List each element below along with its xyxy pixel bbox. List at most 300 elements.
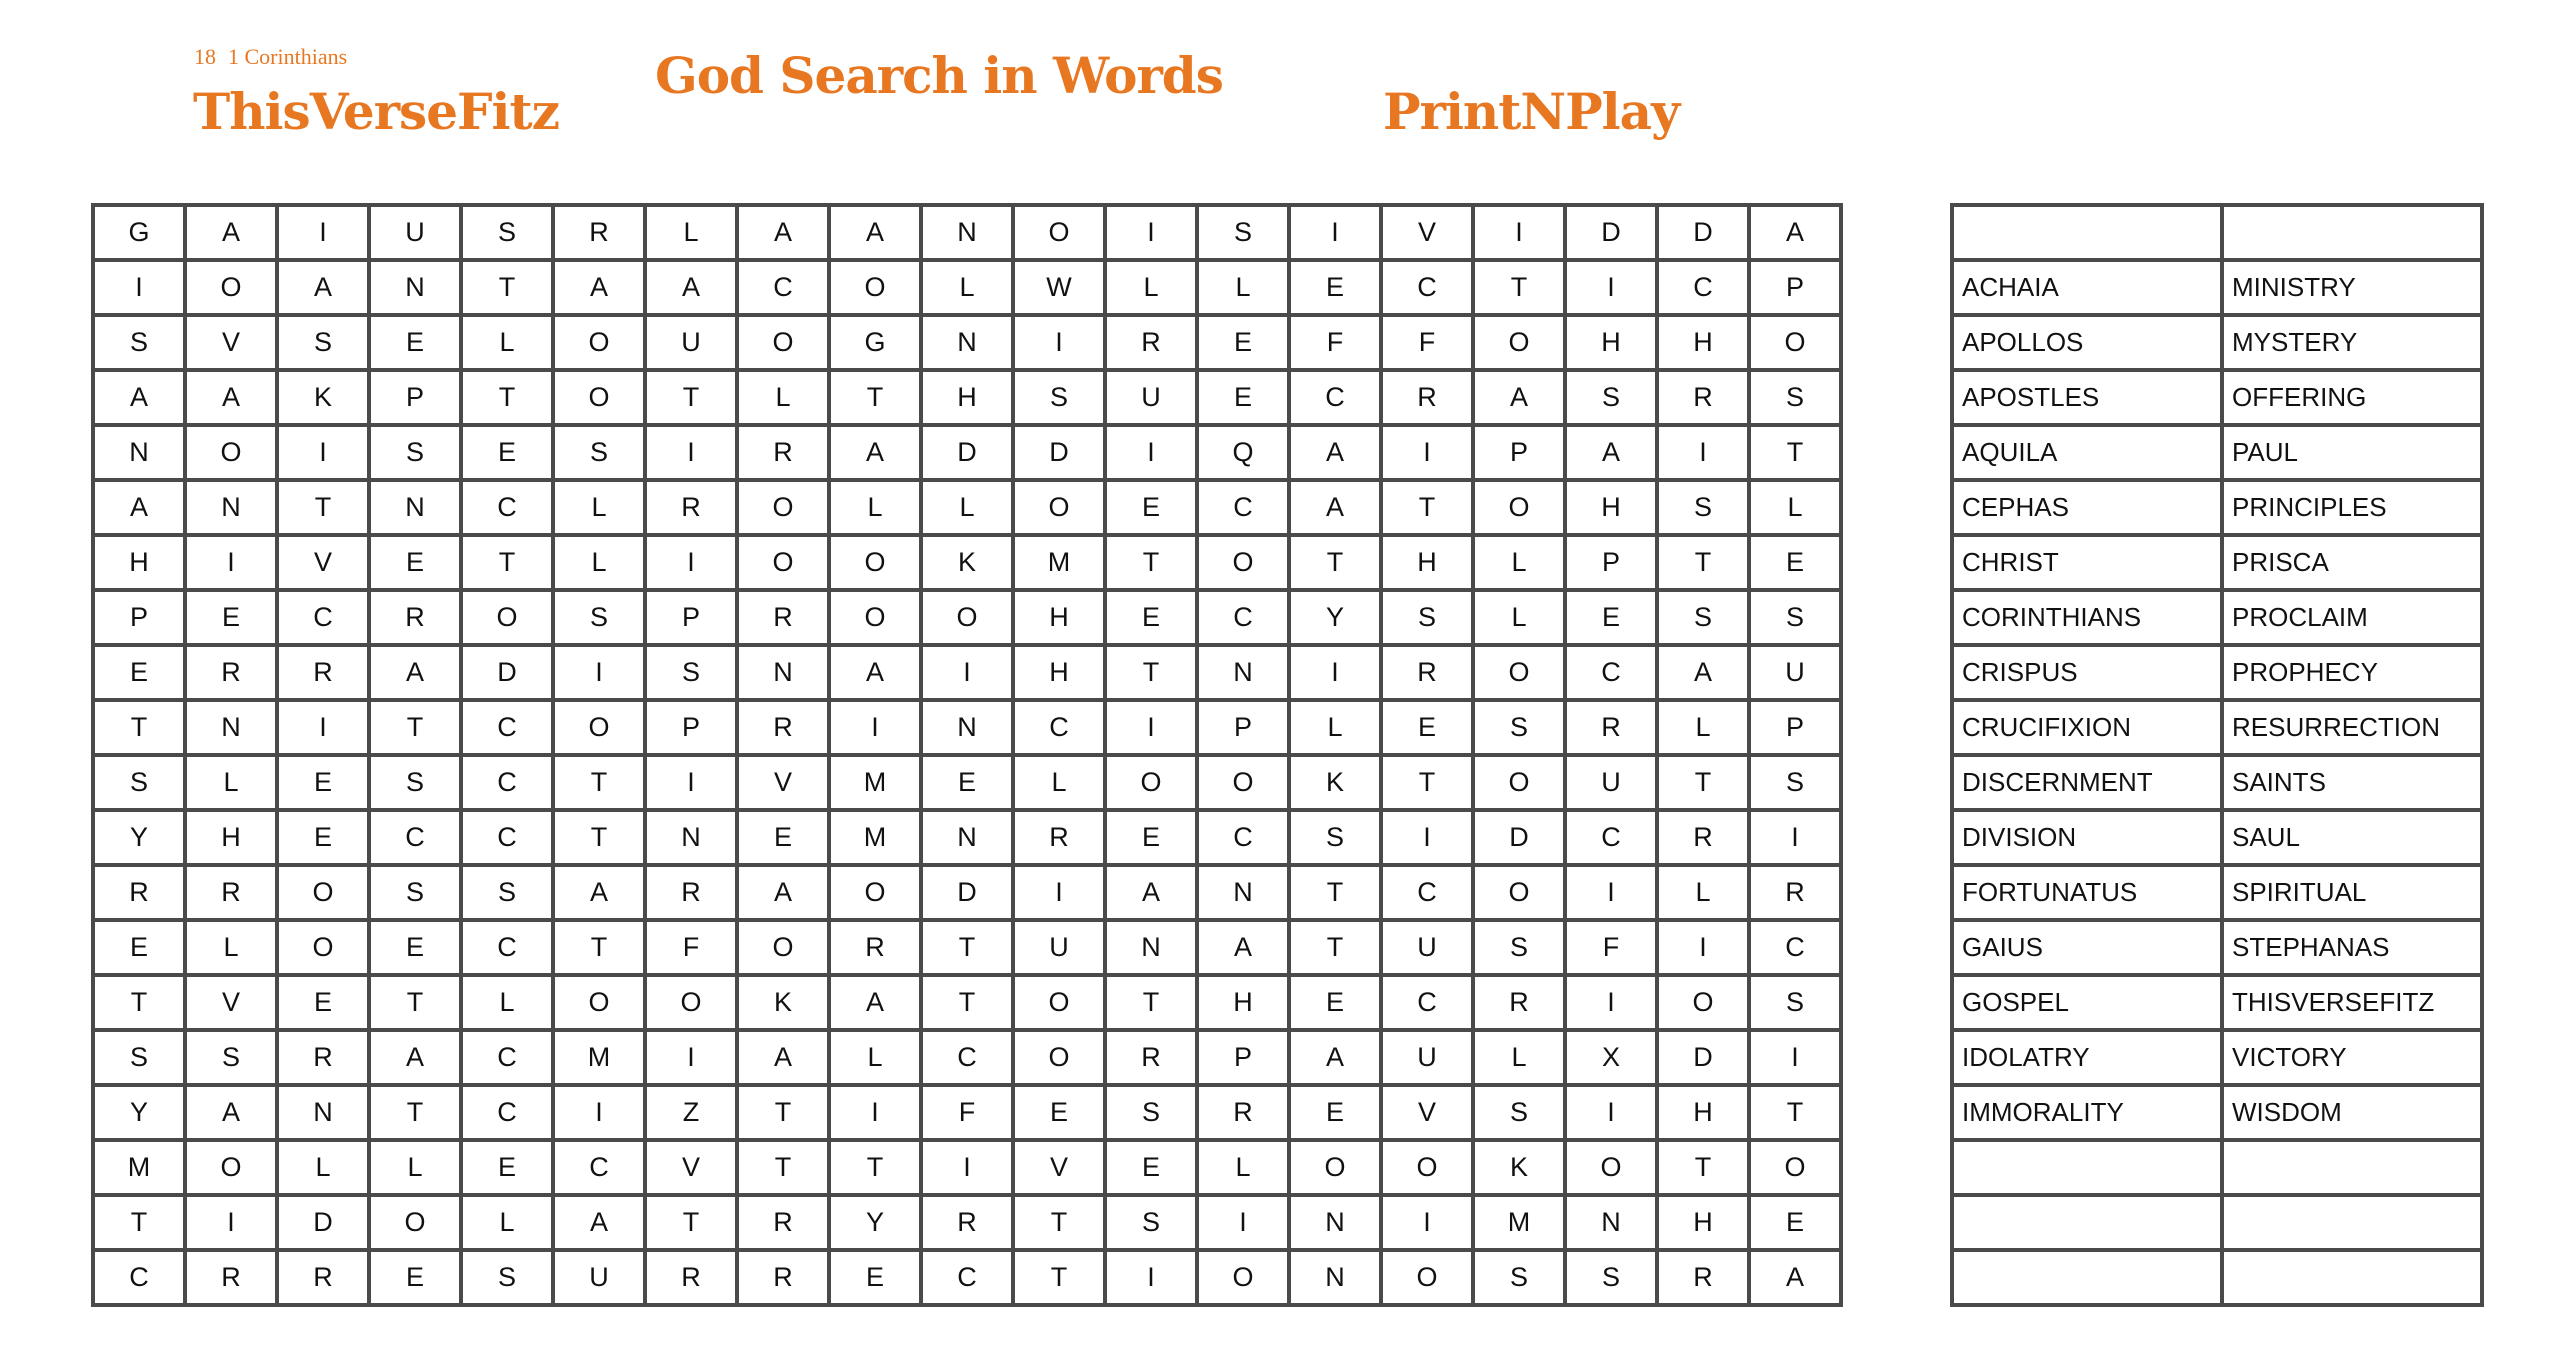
grid-cell: D (461, 645, 553, 700)
grid-cell: Y (93, 1085, 185, 1140)
grid-cell: O (1381, 1250, 1473, 1305)
grid-cell: M (1013, 535, 1105, 590)
grid-cell: A (553, 865, 645, 920)
grid-cell: E (1749, 1195, 1841, 1250)
grid-cell: S (369, 755, 461, 810)
grid-cell: L (737, 370, 829, 425)
grid-cell: A (1289, 1030, 1381, 1085)
grid-cell: E (1381, 700, 1473, 755)
grid-cell: I (645, 755, 737, 810)
grid-cell: O (553, 975, 645, 1030)
grid-cell: S (1289, 810, 1381, 865)
grid-cell: L (921, 260, 1013, 315)
grid-cell: L (1473, 535, 1565, 590)
grid-cell: S (1565, 370, 1657, 425)
grid-cell: S (461, 1250, 553, 1305)
grid-cell: T (1013, 1195, 1105, 1250)
grid-cell: O (461, 590, 553, 645)
grid-cell: R (737, 1195, 829, 1250)
grid-cell: L (461, 315, 553, 370)
grid-row (93, 425, 1841, 480)
grid-cell: A (185, 205, 277, 260)
grid-cell: E (1749, 535, 1841, 590)
grid-cell: C (461, 1030, 553, 1085)
word-list-row (1952, 480, 2482, 535)
grid-cell: R (1105, 315, 1197, 370)
grid-cell: P (645, 590, 737, 645)
grid-cell: V (185, 315, 277, 370)
grid-cell: S (461, 205, 553, 260)
grid-cell: N (921, 810, 1013, 865)
grid-cell: R (553, 205, 645, 260)
grid-cell: S (1473, 1085, 1565, 1140)
grid-cell: N (645, 810, 737, 865)
grid-cell: H (921, 370, 1013, 425)
word-list-item: PRISCA (2222, 535, 2482, 590)
grid-cell: G (829, 315, 921, 370)
grid-row (93, 1085, 1841, 1140)
grid-cell: U (645, 315, 737, 370)
grid-cell: S (1749, 975, 1841, 1030)
grid-cell: N (737, 645, 829, 700)
grid-cell: C (553, 1140, 645, 1195)
word-list-item: ACHAIA (1952, 260, 2222, 315)
grid-cell: T (369, 975, 461, 1030)
grid-cell: N (277, 1085, 369, 1140)
grid-cell: I (1105, 205, 1197, 260)
grid-cell: E (277, 755, 369, 810)
grid-cell: I (645, 535, 737, 590)
grid-cell: E (1289, 1085, 1381, 1140)
grid-cell: O (829, 590, 921, 645)
grid-cell: E (1105, 590, 1197, 645)
grid-cell: S (277, 315, 369, 370)
grid-cell: C (369, 810, 461, 865)
grid-cell: O (1473, 645, 1565, 700)
grid-cell: C (461, 480, 553, 535)
grid-cell: I (1565, 865, 1657, 920)
word-list-item (1952, 1140, 2222, 1195)
grid-cell: R (737, 1250, 829, 1305)
grid-cell: S (1105, 1195, 1197, 1250)
grid-cell: R (369, 590, 461, 645)
grid-cell: L (185, 920, 277, 975)
word-list-item: WISDOM (2222, 1085, 2482, 1140)
grid-cell: H (1657, 1085, 1749, 1140)
grid-cell: O (737, 535, 829, 590)
word-list-item: IDOLATRY (1952, 1030, 2222, 1085)
grid-cell: X (1565, 1030, 1657, 1085)
grid-row (93, 370, 1841, 425)
word-list-item: CORINTHIANS (1952, 590, 2222, 645)
grid-cell: C (1381, 975, 1473, 1030)
grid-cell: E (93, 920, 185, 975)
grid-cell: S (553, 425, 645, 480)
grid-cell: N (1105, 920, 1197, 975)
grid-cell: A (737, 1030, 829, 1085)
word-list-row (1952, 1250, 2482, 1305)
grid-cell: E (369, 315, 461, 370)
grid-cell: V (185, 975, 277, 1030)
grid-cell: A (1565, 425, 1657, 480)
grid-cell: T (369, 1085, 461, 1140)
grid-cell: S (93, 1030, 185, 1085)
grid-cell: O (1473, 755, 1565, 810)
grid-cell: T (1657, 1140, 1749, 1195)
word-list-item: GOSPEL (1952, 975, 2222, 1030)
grid-cell: V (277, 535, 369, 590)
grid-cell: D (277, 1195, 369, 1250)
grid-cell: L (1473, 1030, 1565, 1085)
grid-cell: H (1013, 645, 1105, 700)
word-list-item (2222, 1250, 2482, 1305)
grid-cell: O (553, 370, 645, 425)
grid-cell: D (1013, 425, 1105, 480)
word-list-item: CEPHAS (1952, 480, 2222, 535)
grid-cell: F (1381, 315, 1473, 370)
grid-cell: I (277, 700, 369, 755)
grid-cell: D (1657, 205, 1749, 260)
word-list-item: PROPHECY (2222, 645, 2482, 700)
grid-cell: R (277, 1250, 369, 1305)
grid-cell: O (1197, 535, 1289, 590)
grid-cell: I (1105, 1250, 1197, 1305)
grid-cell: U (553, 1250, 645, 1305)
grid-cell: E (1105, 810, 1197, 865)
page-number: 18 (194, 44, 216, 69)
grid-cell: F (921, 1085, 1013, 1140)
grid-cell: T (1657, 535, 1749, 590)
grid-cell: C (737, 260, 829, 315)
grid-cell: I (93, 260, 185, 315)
grid-cell: S (1749, 590, 1841, 645)
grid-cell: O (185, 260, 277, 315)
word-list-item: GAIUS (1952, 920, 2222, 975)
grid-cell: N (1565, 1195, 1657, 1250)
grid-cell: L (1473, 590, 1565, 645)
grid-cell: O (1013, 480, 1105, 535)
grid-cell: S (1565, 1250, 1657, 1305)
grid-cell: S (1473, 920, 1565, 975)
grid-cell: I (1381, 425, 1473, 480)
grid-cell: C (461, 755, 553, 810)
grid-cell: O (185, 425, 277, 480)
grid-cell: Y (93, 810, 185, 865)
grid-cell: M (93, 1140, 185, 1195)
word-list-row (1952, 1140, 2482, 1195)
grid-cell: T (829, 1140, 921, 1195)
word-list-item (2222, 205, 2482, 260)
grid-cell: Q (1197, 425, 1289, 480)
grid-cell: T (461, 260, 553, 315)
grid-cell: E (1197, 315, 1289, 370)
word-list-item: IMMORALITY (1952, 1085, 2222, 1140)
grid-cell: A (1657, 645, 1749, 700)
grid-cell: N (921, 315, 1013, 370)
grid-row (93, 975, 1841, 1030)
grid-cell: E (1289, 260, 1381, 315)
grid-cell: T (369, 700, 461, 755)
word-list-item: PROCLAIM (2222, 590, 2482, 645)
grid-cell: U (1381, 1030, 1473, 1085)
grid-cell: L (829, 1030, 921, 1085)
grid-cell: N (1197, 865, 1289, 920)
grid-cell: A (737, 865, 829, 920)
grid-cell: A (1197, 920, 1289, 975)
grid-cell: R (1381, 370, 1473, 425)
grid-cell: D (921, 865, 1013, 920)
grid-cell: T (553, 755, 645, 810)
grid-cell: A (1749, 205, 1841, 260)
grid-row (93, 700, 1841, 755)
grid-cell: P (93, 590, 185, 645)
grid-cell: U (1565, 755, 1657, 810)
grid-cell: I (1749, 810, 1841, 865)
word-list-row (1952, 1195, 2482, 1250)
grid-cell: C (461, 810, 553, 865)
grid-cell: T (461, 370, 553, 425)
grid-cell: O (1473, 315, 1565, 370)
grid-cell: R (1657, 370, 1749, 425)
grid-cell: S (1657, 480, 1749, 535)
grid-cell: I (1381, 1195, 1473, 1250)
grid-cell: I (1749, 1030, 1841, 1085)
word-list-item: AQUILA (1952, 425, 2222, 480)
word-list-item: DIVISION (1952, 810, 2222, 865)
grid-cell: R (645, 865, 737, 920)
grid-row (93, 1250, 1841, 1305)
grid-cell: R (829, 920, 921, 975)
grid-cell: A (829, 975, 921, 1030)
word-list-item: SAUL (2222, 810, 2482, 865)
grid-cell: O (921, 590, 1013, 645)
grid-cell: R (1473, 975, 1565, 1030)
grid-cell: O (829, 260, 921, 315)
grid-cell: I (185, 535, 277, 590)
grid-cell: H (1565, 315, 1657, 370)
grid-cell: L (921, 480, 1013, 535)
grid-cell: E (1197, 370, 1289, 425)
grid-cell: O (277, 920, 369, 975)
grid-cell: S (1013, 370, 1105, 425)
grid-cell: C (1197, 590, 1289, 645)
grid-cell: T (1013, 1250, 1105, 1305)
grid-cell: S (645, 645, 737, 700)
grid-cell: T (1289, 920, 1381, 975)
grid-cell: U (1749, 645, 1841, 700)
grid-cell: O (1013, 975, 1105, 1030)
word-list-row (1952, 205, 2482, 260)
grid-cell: E (461, 1140, 553, 1195)
grid-cell: N (185, 700, 277, 755)
word-list-item: FORTUNATUS (1952, 865, 2222, 920)
grid-cell: S (1381, 590, 1473, 645)
grid-cell: R (737, 425, 829, 480)
grid-cell: I (185, 1195, 277, 1250)
grid-cell: P (1565, 535, 1657, 590)
grid-cell: A (369, 645, 461, 700)
grid-cell: T (1473, 260, 1565, 315)
grid-row (93, 755, 1841, 810)
grid-cell: T (461, 535, 553, 590)
grid-cell: E (93, 645, 185, 700)
grid-cell: I (1105, 425, 1197, 480)
grid-cell: N (921, 700, 1013, 755)
grid-cell: T (553, 920, 645, 975)
word-list-item: RESURRECTION (2222, 700, 2482, 755)
word-list-item: OFFERING (2222, 370, 2482, 425)
brand-right: PrintNPlay (1383, 82, 1680, 141)
grid-cell: E (185, 590, 277, 645)
word-list-item: PRINCIPLES (2222, 480, 2482, 535)
grid-cell: R (737, 700, 829, 755)
grid-cell: L (1197, 1140, 1289, 1195)
grid-cell: T (1749, 1085, 1841, 1140)
grid-cell: I (1657, 425, 1749, 480)
grid-cell: R (1381, 645, 1473, 700)
word-list-item: SPIRITUAL (2222, 865, 2482, 920)
grid-cell: O (645, 975, 737, 1030)
grid-cell: I (1565, 260, 1657, 315)
grid-cell: T (645, 370, 737, 425)
grid-cell: S (461, 865, 553, 920)
word-list-row (1952, 425, 2482, 480)
grid-cell: N (921, 205, 1013, 260)
grid-cell: L (553, 480, 645, 535)
grid-cell: C (1565, 645, 1657, 700)
grid-cell: R (185, 865, 277, 920)
grid-cell: E (1105, 480, 1197, 535)
grid-cell: A (1105, 865, 1197, 920)
word-list-item: APOLLOS (1952, 315, 2222, 370)
grid-cell: A (553, 1195, 645, 1250)
grid-cell: I (829, 1085, 921, 1140)
page-header-reference (194, 44, 347, 70)
grid-cell: L (1105, 260, 1197, 315)
grid-cell: K (1473, 1140, 1565, 1195)
grid-row (93, 1195, 1841, 1250)
grid-cell: I (1565, 975, 1657, 1030)
word-list-table (1950, 203, 2484, 1307)
grid-row (93, 260, 1841, 315)
grid-cell: M (1473, 1195, 1565, 1250)
grid-cell: L (461, 975, 553, 1030)
grid-cell: V (737, 755, 829, 810)
grid-cell: O (1565, 1140, 1657, 1195)
grid-cell: A (93, 480, 185, 535)
grid-cell: M (553, 1030, 645, 1085)
grid-cell: K (921, 535, 1013, 590)
grid-cell: O (737, 315, 829, 370)
grid-cell: U (369, 205, 461, 260)
grid-cell: H (1197, 975, 1289, 1030)
grid-cell: A (737, 205, 829, 260)
word-list-item (2222, 1140, 2482, 1195)
grid-cell: C (1657, 260, 1749, 315)
grid-cell: R (645, 480, 737, 535)
grid-cell: R (1749, 865, 1841, 920)
grid-cell: I (1013, 315, 1105, 370)
grid-cell: O (829, 865, 921, 920)
word-list-item: APOSTLES (1952, 370, 2222, 425)
word-list-item: STEPHANAS (2222, 920, 2482, 975)
grid-cell: O (1197, 755, 1289, 810)
grid-cell: P (1473, 425, 1565, 480)
grid-cell: L (645, 205, 737, 260)
word-list-item: THISVERSEFITZ (2222, 975, 2482, 1030)
grid-row (93, 865, 1841, 920)
grid-cell: O (1013, 1030, 1105, 1085)
grid-cell: G (93, 205, 185, 260)
grid-cell: A (1289, 425, 1381, 480)
grid-cell: S (553, 590, 645, 645)
grid-cell: E (921, 755, 1013, 810)
grid-cell: C (1565, 810, 1657, 865)
grid-cell: I (1197, 1195, 1289, 1250)
grid-cell: T (1105, 645, 1197, 700)
grid-cell: O (1105, 755, 1197, 810)
grid-cell: N (369, 260, 461, 315)
grid-cell: R (185, 645, 277, 700)
word-list-item: MINISTRY (2222, 260, 2482, 315)
grid-cell: R (277, 1030, 369, 1085)
grid-cell: T (921, 975, 1013, 1030)
grid-cell: L (369, 1140, 461, 1195)
grid-cell: K (277, 370, 369, 425)
grid-cell: V (1381, 1085, 1473, 1140)
grid-cell: S (1749, 370, 1841, 425)
grid-cell: H (93, 535, 185, 590)
grid-cell: O (185, 1140, 277, 1195)
grid-cell: P (1197, 700, 1289, 755)
grid-cell: C (1197, 480, 1289, 535)
grid-cell: C (921, 1030, 1013, 1085)
grid-cell: T (93, 1195, 185, 1250)
grid-cell: R (1565, 700, 1657, 755)
grid-cell: I (553, 1085, 645, 1140)
grid-cell: T (1749, 425, 1841, 480)
grid-cell: C (461, 920, 553, 975)
grid-cell: L (1197, 260, 1289, 315)
grid-cell: A (553, 260, 645, 315)
grid-cell: A (185, 370, 277, 425)
grid-cell: I (1565, 1085, 1657, 1140)
grid-cell: R (645, 1250, 737, 1305)
word-list-row (1952, 645, 2482, 700)
grid-cell: E (369, 920, 461, 975)
word-list-row (1952, 260, 2482, 315)
grid-cell: F (1565, 920, 1657, 975)
word-list-row (1952, 1085, 2482, 1140)
grid-cell: T (1105, 975, 1197, 1030)
word-list-row (1952, 590, 2482, 645)
grid-cell: O (369, 1195, 461, 1250)
grid-cell: O (737, 920, 829, 975)
grid-cell: T (93, 700, 185, 755)
word-list-row (1952, 535, 2482, 590)
word-list-row (1952, 920, 2482, 975)
word-list-row (1952, 975, 2482, 1030)
grid-cell: K (737, 975, 829, 1030)
grid-cell: P (645, 700, 737, 755)
grid-cell: H (1565, 480, 1657, 535)
grid-row (93, 205, 1841, 260)
grid-cell: N (93, 425, 185, 480)
grid-cell: I (1105, 700, 1197, 755)
grid-cell: L (1749, 480, 1841, 535)
brand-left: ThisVerseFitz (193, 82, 560, 141)
grid-cell: M (829, 810, 921, 865)
